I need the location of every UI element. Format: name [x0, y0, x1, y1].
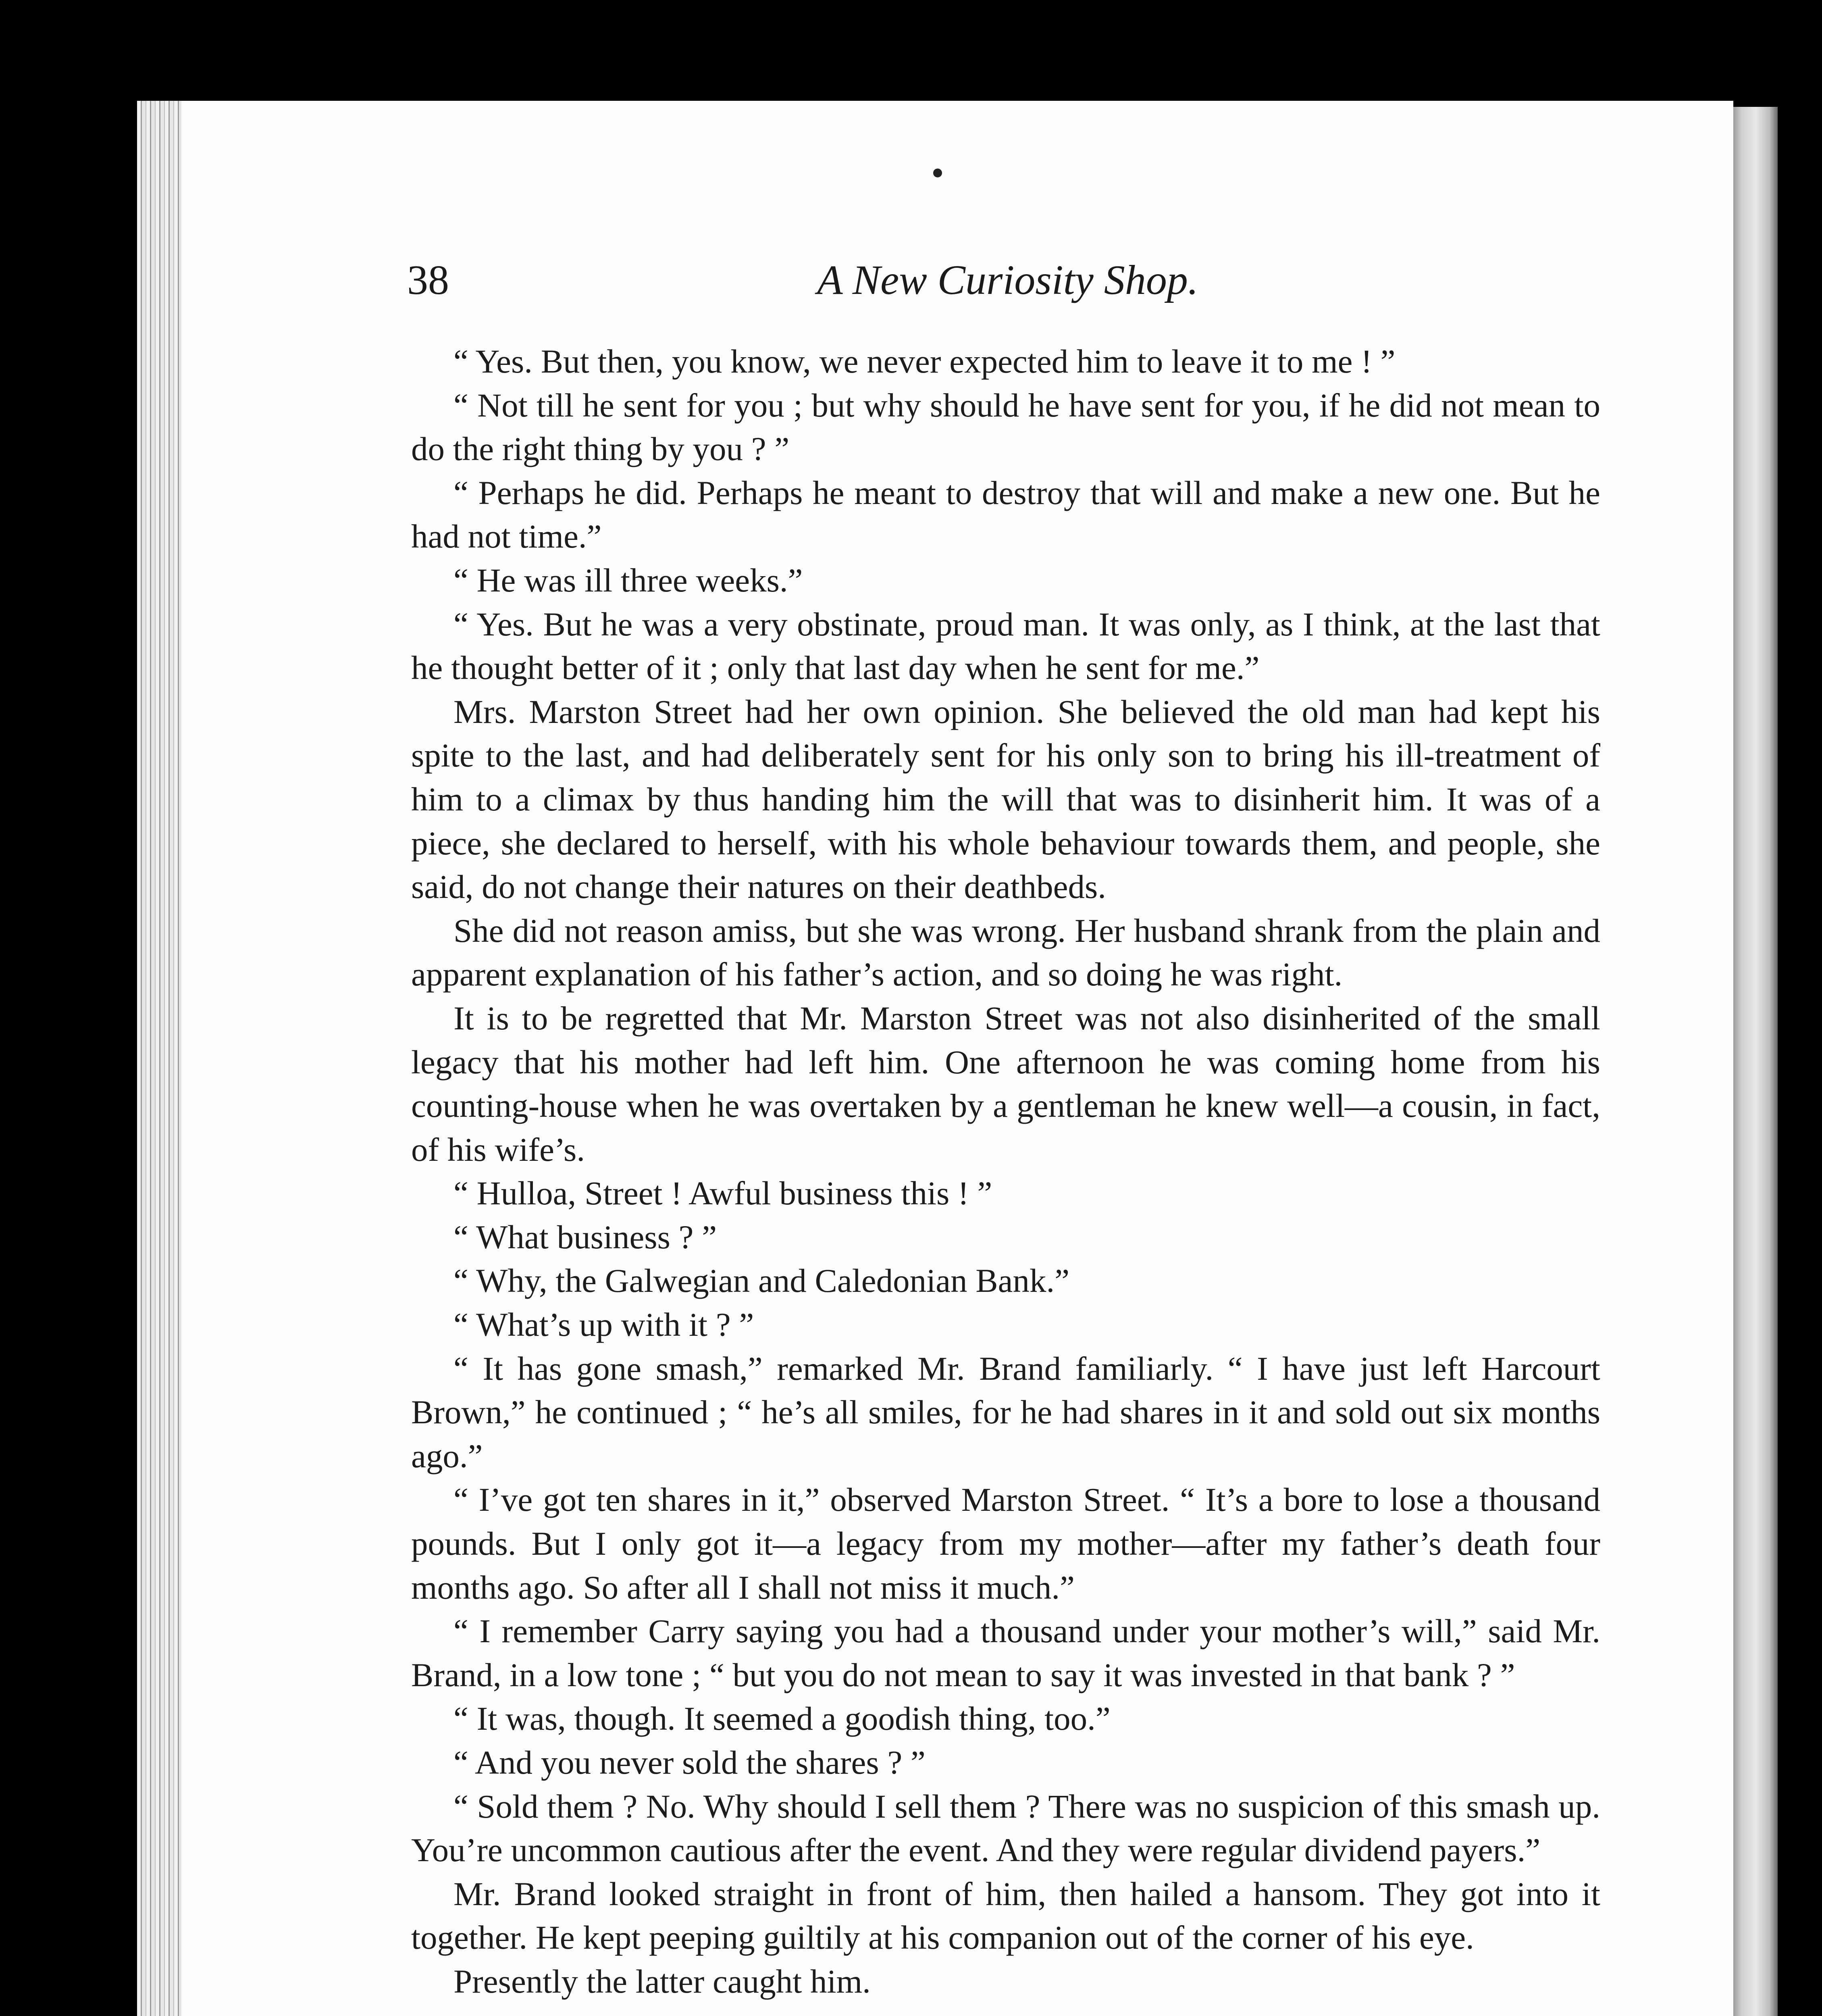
paragraph: “ What’s up with it ? ”: [453, 1306, 754, 1343]
paragraph: Presently the latter caught him.: [453, 1962, 871, 2000]
page-header: [407, 250, 1608, 310]
page-number: 38: [407, 257, 449, 303]
paragraph: “ Why, the Galwegian and Caledonian Bank.”: [453, 1262, 1070, 1300]
printer-mark-dot: [933, 169, 942, 177]
paragraph: “ He was ill three weeks.”: [453, 561, 803, 599]
page-edge-shadow: [1733, 107, 1778, 2016]
paragraph: “ I’ve got ten shares in it,” observed Marston Street. “ It’s a bore to lose a thousand pounds. But I only got it—a legacy from my mother—after my father’s death four months ago. So after all I shall not miss it much.”: [411, 1481, 1600, 1606]
paragraph: “ I remember Carry saying you had a thousand under your mother’s will,” said Mr. Brand, in a low tone ; “ but you do not mean to say it was invested in that bank ? ”: [411, 1612, 1600, 1693]
paragraph: “ It was, though. It seemed a goodish thing, too.”: [453, 1700, 1111, 1737]
book-binding-gutter: [137, 101, 181, 2016]
body-text: [411, 339, 1600, 2004]
paragraph: “ And you never sold the shares ? ”: [453, 1744, 926, 1781]
paragraph: “ Yes. But then, you know, we never expected him to leave it to me ! ”: [453, 343, 1396, 380]
paragraph: Mrs. Marston Street had her own opinion. She believed the old man had kept his spite to the last, and had deliberately sent for his only son to bring his ill-treatment of him to a climax by thus handing him the will that was to disinherit him. It was of a piece, she declared to herself, with his whole behaviour towards them, and people, she said, do not change their natures on their deathbeds.: [411, 693, 1600, 906]
paragraph: “ Perhaps he did. Perhaps he meant to destroy that will and make a new one. But he had not time.”: [411, 474, 1600, 555]
paragraph: “ Not till he sent for you ; but why should he have sent for you, if he did not mean to do the right thing by you ? ”: [411, 386, 1600, 468]
running-title: A New Curiosity Shop.: [817, 257, 1198, 303]
paragraph: Mr. Brand looked straight in front of him, then hailed a hansom. They got into it together. He kept peeping guiltily at his companion out of the corner of his eye.: [411, 1875, 1600, 1956]
paragraph: “ What business ? ”: [453, 1218, 717, 1256]
paragraph: “ Hulloa, Street ! Awful business this ! ”: [453, 1175, 992, 1212]
paragraph: “ Sold them ? No. Why should I sell them ? There was no suspicion of this smash up. You’re uncommon cautious after the event. And they were regular dividend payers.”: [411, 1787, 1600, 1869]
paragraph: It is to be regretted that Mr. Marston Street was not also disinherited of the small legacy that his mother had left him. One afternoon he was coming home from his counting-house when he was overtaken by a gentleman he knew well—a cousin, in fact, of his wife’s.: [411, 999, 1600, 1168]
paragraph: “ It has gone smash,” remarked Mr. Brand familiarly. “ I have just left Harcourt Brown,” he continued ; “ he’s all smiles, for he had shares in it and sold out six months ago.”: [411, 1350, 1600, 1475]
paragraph: “ Yes. But he was a very obstinate, proud man. It was only, as I think, at the last that he thought better of it ; only that last day when he sent for me.”: [411, 605, 1600, 687]
paragraph: She did not reason amiss, but she was wrong. Her husband shrank from the plain and apparent explanation of his father’s action, and so doing he was right.: [411, 912, 1600, 993]
